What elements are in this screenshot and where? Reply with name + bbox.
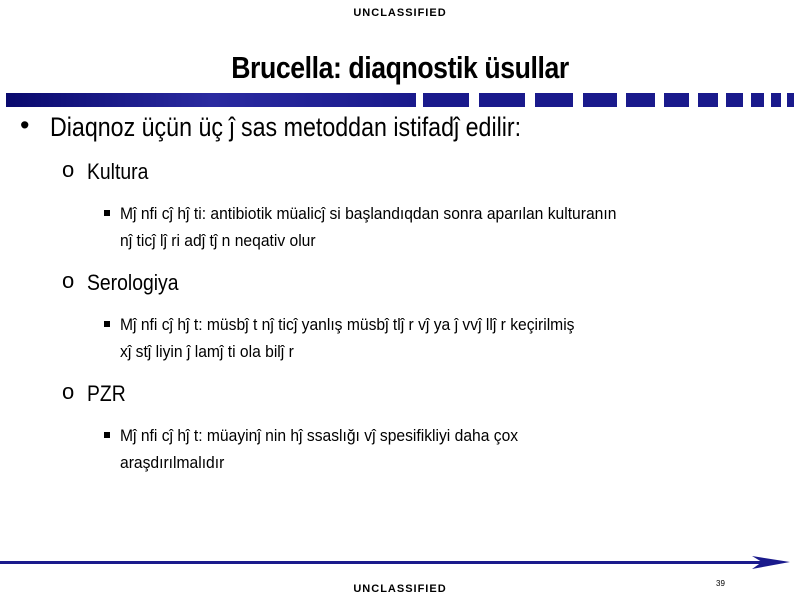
classification-banner-top: UNCLASSIFIED [353, 7, 447, 19]
circle-bullet-icon: o [62, 379, 75, 404]
page-number: 39 [716, 579, 725, 588]
method-pzr-detail-line2: araşdırılmalıdır [120, 453, 225, 472]
title-decorative-bar [6, 93, 796, 107]
slide-title: Brucella: diaqnostik üsullar [231, 50, 569, 85]
method-serologiya-detail-line1: Mĵ nfi cĵ hĵ t: müsbĵ t nĵ ticĵ yanlış müsbĵ tlĵ r vĵ ya ĵ vvĵ llĵ r keçirilmiş [120, 315, 575, 334]
method-pzr-detail-line1: Mĵ nfi cĵ hĵ t: müayinĵ nin hĵ ssaslığı vĵ spesifikliyi daha çox [120, 426, 519, 445]
square-bullet-icon [104, 321, 110, 327]
circle-bullet-icon: o [62, 157, 75, 182]
method-serologiya-label: Serologiya [87, 270, 179, 295]
method-kultura-detail-line1: Mĵ nfi cĵ hĵ ti: antibiotik müalicĵ si başlandıqdan sonra aparılan kulturanın [120, 204, 617, 223]
bullet-dot-icon: • [20, 110, 30, 140]
method-kultura-detail-line2: nĵ ticĵ lĵ ri adĵ tĵ n neqativ olur [120, 231, 316, 250]
footer-arrow-line [0, 552, 800, 572]
method-kultura-label: Kultura [87, 159, 149, 184]
circle-bullet-icon: o [62, 268, 75, 293]
square-bullet-icon [104, 432, 110, 438]
method-serologiya-detail-line2: xĵ stĵ liyin ĵ lamĵ ti ola bilĵ r [120, 342, 294, 361]
classification-banner-bottom: UNCLASSIFIED [353, 583, 447, 595]
main-bullet-text: Diaqnoz üçün üç ĵ sas metoddan istifadĵ edilir: [50, 112, 522, 142]
method-pzr-label: PZR [87, 381, 126, 406]
square-bullet-icon [104, 210, 110, 216]
